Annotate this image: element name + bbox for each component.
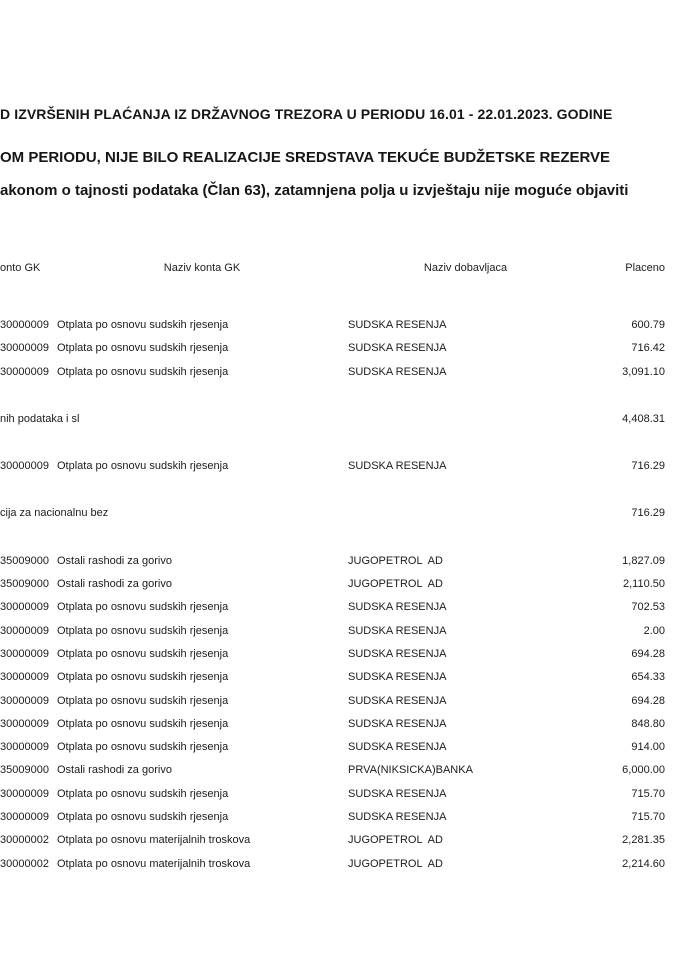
konto-gk-cell: 30000002 [0, 834, 49, 847]
konto-gk-cell: 30000009 [0, 694, 49, 707]
header-naziv-konta-gk: Naziv konta GK [163, 262, 241, 274]
dobavljac-cell: SUDSKA RESENJA [348, 460, 447, 473]
dobavljac-cell: JUGOPETROL AD [348, 554, 443, 567]
placeno-cell: 2,281.35 [622, 834, 665, 847]
table-row [0, 736, 679, 759]
dobavljac-cell: SUDSKA RESENJA [348, 601, 447, 614]
dobavljac-cell: SUDSKA RESENJA [348, 342, 447, 355]
naziv-konta-cell: Ostali rashodi za gorivo [57, 554, 172, 567]
header-konto-gk: onto GK [0, 262, 41, 274]
naziv-konta-cell: Otplata po osnovu sudskih rjesenja [57, 647, 229, 660]
placeno-cell: 1,827.09 [622, 554, 665, 567]
placeno-cell: 914.00 [631, 741, 665, 754]
dobavljac-cell: JUGOPETROL AD [348, 578, 443, 591]
placeno-cell: 4,408.31 [622, 412, 665, 425]
table-row [0, 829, 679, 852]
placeno-cell: 654.33 [631, 671, 665, 684]
placeno-cell: 3,091.10 [622, 365, 665, 378]
placeno-cell: 694.28 [631, 694, 665, 707]
header-placeno: Placeno [625, 262, 665, 274]
table-row [0, 806, 679, 829]
naziv-konta-cell: Ostali rashodi za gorivo [57, 578, 172, 591]
dobavljac-cell: SUDSKA RESENJA [348, 741, 447, 754]
placeno-cell: 702.53 [631, 601, 665, 614]
group-label-cell: nih podataka i sl [0, 412, 80, 425]
placeno-cell: 715.70 [631, 787, 665, 800]
naziv-konta-cell: Otplata po osnovu sudskih rjesenja [57, 601, 229, 614]
table-row [0, 853, 679, 876]
konto-gk-cell: 30000009 [0, 647, 49, 660]
dobavljac-cell: JUGOPETROL AD [348, 857, 443, 870]
table-row [0, 783, 679, 806]
konto-gk-cell: 30000009 [0, 342, 49, 355]
konto-gk-cell: 30000009 [0, 811, 49, 824]
placeno-cell: 716.29 [631, 460, 665, 473]
dobavljac-cell: SUDSKA RESENJA [348, 694, 447, 707]
naziv-konta-cell: Otplata po osnovu sudskih rjesenja [57, 460, 229, 473]
table-row [0, 690, 679, 713]
table-row [0, 643, 679, 666]
placeno-cell: 2,214.60 [622, 857, 665, 870]
naziv-konta-cell: Otplata po osnovu sudskih rjesenja [57, 365, 229, 378]
dobavljac-cell: SUDSKA RESENJA [348, 787, 447, 800]
naziv-konta-cell: Otplata po osnovu sudskih rjesenja [57, 717, 229, 730]
placeno-cell: 715.70 [631, 811, 665, 824]
naziv-konta-cell: Otplata po osnovu sudskih rjesenja [57, 624, 229, 637]
konto-gk-cell: 30000009 [0, 624, 49, 637]
table-body [0, 314, 679, 876]
konto-gk-cell: 30000009 [0, 460, 49, 473]
naziv-konta-cell: Otplata po osnovu sudskih rjesenja [57, 671, 229, 684]
table-row [0, 620, 679, 643]
naziv-konta-cell: Otplata po osnovu sudskih rjesenja [57, 694, 229, 707]
konto-gk-cell: 30000009 [0, 717, 49, 730]
placeno-cell: 716.42 [631, 342, 665, 355]
table-row [0, 573, 679, 596]
dobavljac-cell: PRVA(NIKSICKA)BANKA [348, 764, 473, 777]
naziv-konta-cell: Otplata po osnovu materijalnih troskova [57, 834, 251, 847]
placeno-cell: 6,000.00 [622, 764, 665, 777]
naziv-konta-cell: Otplata po osnovu sudskih rjesenja [57, 319, 229, 331]
naziv-konta-cell: Ostali rashodi za gorivo [57, 764, 172, 777]
naziv-konta-cell: Otplata po osnovu sudskih rjesenja [57, 342, 229, 355]
placeno-cell: 2.00 [643, 624, 665, 637]
group-label-cell: cija za nacionalnu bez [0, 507, 109, 520]
dobavljac-cell: JUGOPETROL AD [348, 834, 443, 847]
dobavljac-cell: SUDSKA RESENJA [348, 811, 447, 824]
table-row [0, 361, 679, 384]
dobavljac-cell: SUDSKA RESENJA [348, 365, 447, 378]
subtotal-row [0, 408, 679, 431]
header-naziv-dobavljaca: Naziv dobavljaca [423, 262, 508, 274]
konto-gk-cell: 30000002 [0, 857, 49, 870]
table-row [0, 596, 679, 619]
table-row [0, 314, 679, 337]
dobavljac-cell: SUDSKA RESENJA [348, 319, 447, 331]
placeno-cell: 2,110.50 [622, 578, 665, 591]
table-row [0, 550, 679, 573]
konto-gk-cell: 30000009 [0, 319, 49, 331]
subtotal-row [0, 502, 679, 525]
placeno-cell: 716.29 [631, 507, 665, 520]
naziv-konta-cell: Otplata po osnovu materijalnih troskova [57, 857, 251, 870]
naziv-konta-cell: Otplata po osnovu sudskih rjesenja [57, 787, 229, 800]
dobavljac-cell: SUDSKA RESENJA [348, 624, 447, 637]
table-row [0, 713, 679, 736]
konto-gk-cell: 30000009 [0, 787, 49, 800]
table-row [0, 666, 679, 689]
table-row [0, 455, 679, 478]
konto-gk-cell: 35009000 [0, 764, 49, 777]
konto-gk-cell: 30000009 [0, 601, 49, 614]
konto-gk-cell: 30000009 [0, 741, 49, 754]
konto-gk-cell: 35009000 [0, 554, 49, 567]
placeno-cell: 848.80 [631, 717, 665, 730]
konto-gk-cell: 30000009 [0, 365, 49, 378]
placeno-cell: 600.79 [631, 319, 665, 331]
dobavljac-cell: SUDSKA RESENJA [348, 717, 447, 730]
table-header-row [0, 262, 679, 276]
report-title: D IZVRŠENIH PLAĆANJA IZ DRŽAVNOG TREZORA U PERIODU 16.01 - 22.01.2023. GODINE [0, 106, 613, 122]
report-note-budget-reserve: OM PERIODU, NIJE BILO REALIZACIJE SREDSTAVA TEKUĆE BUDŽETSKE REZERVE [0, 149, 611, 166]
report-note-data-secrecy: akonom o tajnosti podataka (Član 63), zatamnjena polja u izvještaju nije moguće objaviti [0, 182, 629, 199]
dobavljac-cell: SUDSKA RESENJA [348, 647, 447, 660]
table-row [0, 337, 679, 360]
konto-gk-cell: 35009000 [0, 578, 49, 591]
placeno-cell: 694.28 [631, 647, 665, 660]
table-row [0, 759, 679, 782]
naziv-konta-cell: Otplata po osnovu sudskih rjesenja [57, 741, 229, 754]
konto-gk-cell: 30000009 [0, 671, 49, 684]
naziv-konta-cell: Otplata po osnovu sudskih rjesenja [57, 811, 229, 824]
dobavljac-cell: SUDSKA RESENJA [348, 671, 447, 684]
